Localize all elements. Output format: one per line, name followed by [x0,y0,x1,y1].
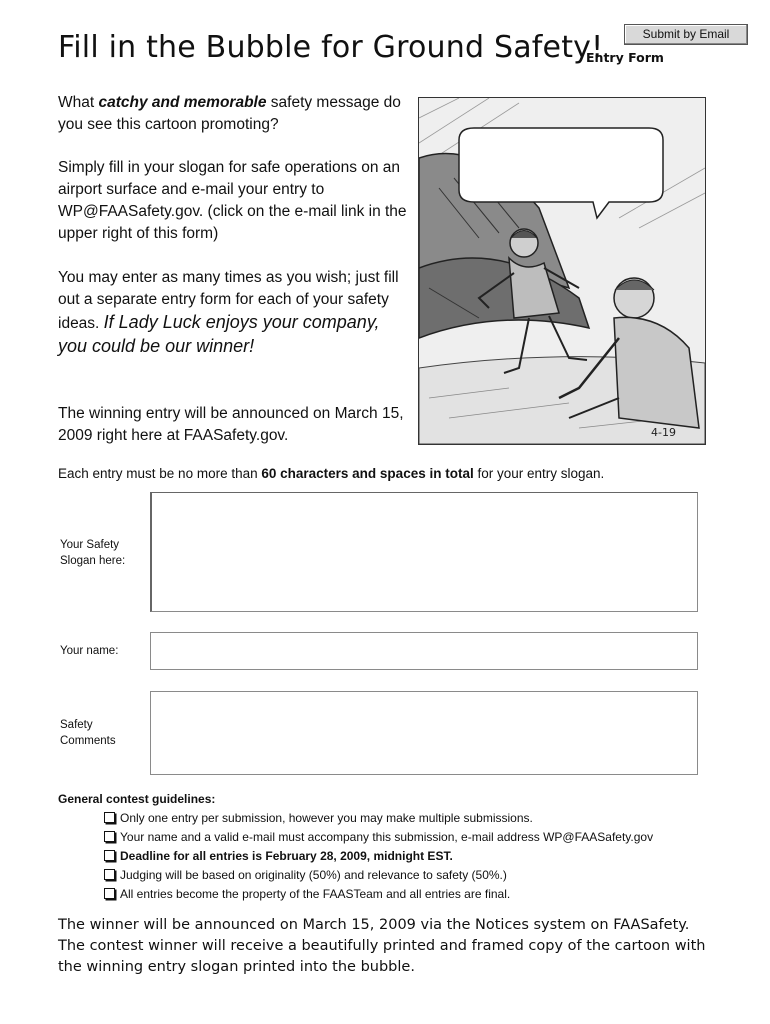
intro-question [58,92,418,136]
guideline-item [104,847,653,866]
slogan-input[interactable] [152,493,697,611]
comments-field-box [150,691,698,775]
intro-multiple-entries [58,267,408,359]
page-title: Fill in the Bubble for Ground Safety! [58,30,604,65]
comments-input[interactable] [151,692,697,774]
guideline-item [104,885,653,904]
cartoon-drawing [419,98,705,444]
cartoon-signature: 4-19 [651,426,676,439]
guideline-text: Judging will be based on originality (50%) and relevance to safety (50%.) [120,868,507,882]
cartoon-image [418,97,706,445]
comments-label: Safety Comments [60,719,116,747]
guideline-deadline: Deadline for all entries is February 28, 2009, midnight EST. [120,849,453,863]
checkbox-icon [104,812,115,823]
guideline-text: All entries become the property of the FAASTeam and all entries are final. [120,887,511,901]
rule-text-emphasis: 60 characters and spaces in total [261,466,474,481]
intro-instructions: Simply fill in your slogan for safe operations on an airport surface and e-mail your entry to WP@FAASafety.gov. (click on the e-mail link in the upper right of this form) [58,159,407,242]
submit-by-email-button[interactable]: Submit by Email [624,24,748,45]
intro-question-post: safety message do you see this cartoon promoting? [58,94,401,133]
guideline-text: Your name and a valid e-mail must accompany this submission, e-mail address WP@FAASafety.gov [120,830,654,844]
checkbox-icon [104,888,115,899]
name-field-box [150,632,698,670]
entry-length-rule [58,466,604,481]
guidelines-list [104,809,653,904]
slogan-label: Your Safety Slogan here: [60,539,126,567]
slogan-field-box [150,492,698,612]
rule-text-post: for your entry slogan. [473,466,605,481]
checkbox-icon [104,831,115,842]
name-label: Your name: [60,645,119,657]
guideline-item [104,828,653,847]
intro-multiple-entries-text: You may enter as many times as you wish; just fill out a separate entry form for each of your safety ideas. [58,269,399,332]
intro-question-emphasis: catchy and memorable [98,94,267,111]
rule-text-pre: Each entry must be no more than [58,466,262,481]
page-subtitle: Entry Form [586,50,664,65]
guideline-text: Only one entry per submission, however you may make multiple submissions. [120,811,533,825]
guideline-item [104,866,653,885]
lady-luck-tagline: If Lady Luck enjoys your company, you could be our winner! [58,312,380,356]
checkbox-icon [104,850,115,861]
intro-question-pre: What [58,94,99,111]
guideline-item [104,809,653,828]
winner-announcement: The winner will be announced on March 15, 2009 via the Notices system on FAASafety. The contest winner will receive a beautifully printed and framed copy of the cartoon with the winning entry slogan printed into the bubble. [58,917,706,975]
intro-announcement: The winning entry will be announced on March 15, 2009 right here at FAASafety.gov. [58,405,404,444]
checkbox-icon [104,869,115,880]
name-input[interactable] [151,633,697,669]
guidelines-title: General contest guidelines: [58,792,216,806]
